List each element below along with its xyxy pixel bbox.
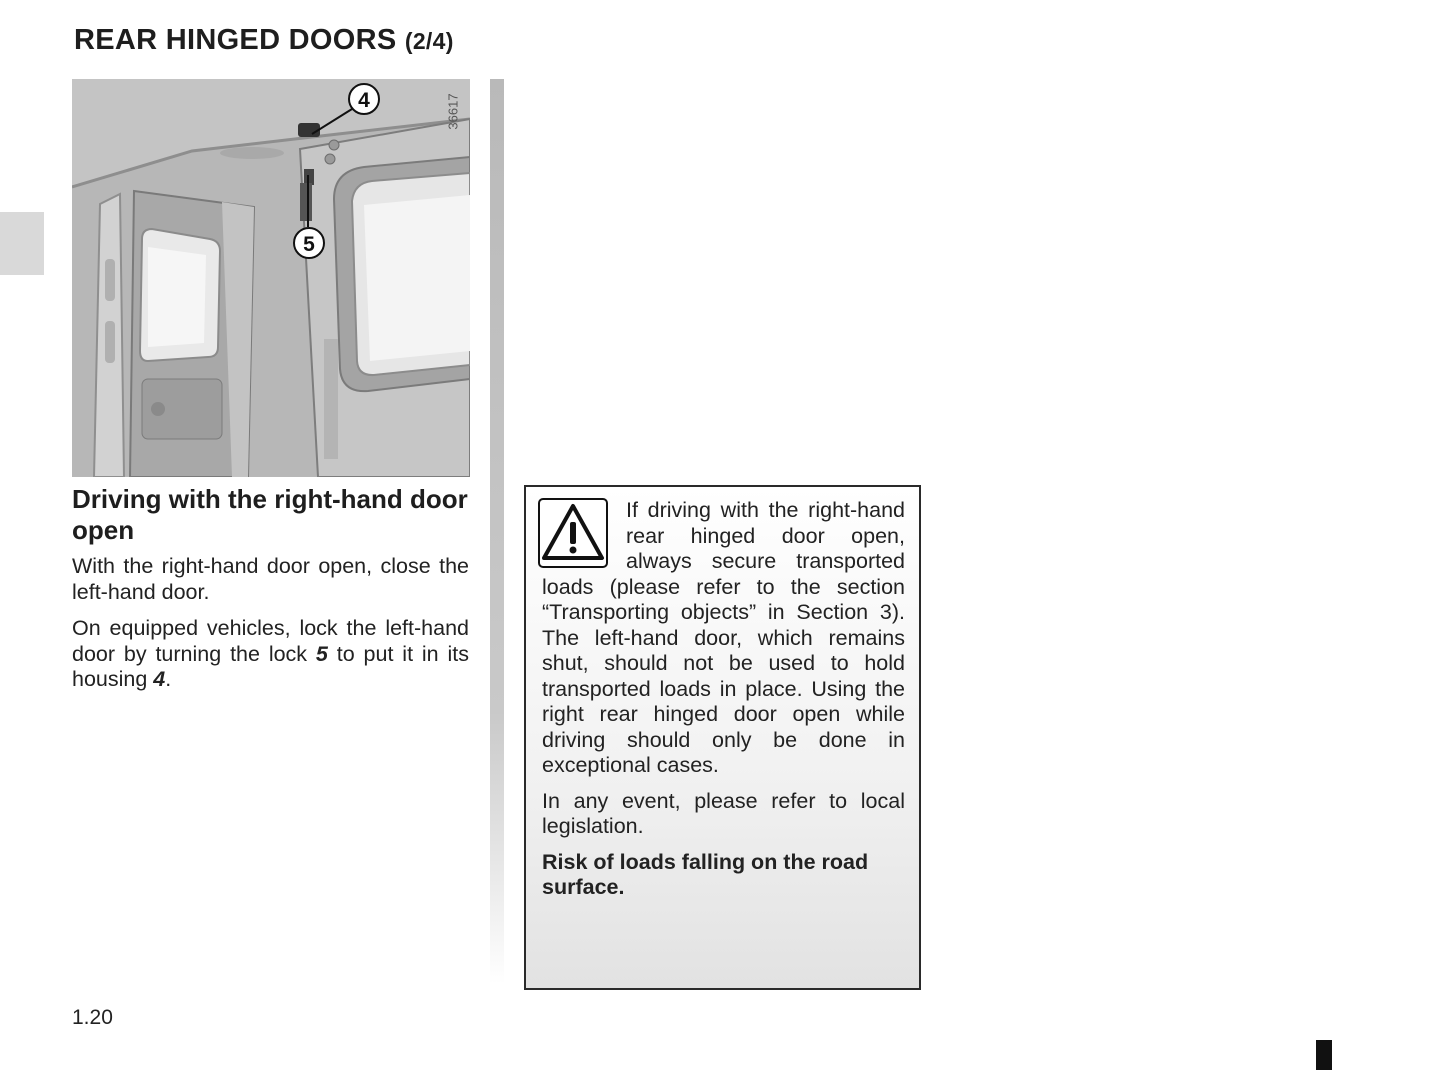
housing-reference: 4: [153, 667, 166, 691]
callout-4-label: 4: [358, 89, 370, 112]
warning-paragraph-1: If driving with the right-hand rear hinged door open, always secure transported loads (please refer to the section “Transporting objects” in Section 3). The left-hand door, which remains shut, should not be used to hold transported loads in place. Using the right rear hinged door open while driving should only be done in exceptional cases.: [542, 498, 905, 777]
illustration-code-text: 36617: [445, 92, 461, 130]
column-divider: [490, 79, 504, 984]
rear-doors-illustration: [72, 79, 470, 477]
paragraph-lock-text-1: On equipped vehicles, lock the left-hand door by turning the lock: [72, 616, 469, 666]
illustration-code: [440, 88, 466, 134]
warning-box: [524, 485, 921, 990]
lock-reference: 5: [315, 641, 328, 666]
warning-text: [542, 498, 905, 901]
page-title-text: REAR HINGED DOORS: [74, 24, 397, 56]
paragraph-lock-text-2: to put it in its housing: [72, 641, 470, 691]
page-title-part: (2/4): [404, 28, 454, 54]
section-heading: Driving with the right-hand door open: [72, 484, 468, 545]
warning-paragraph-2: In any event, please refer to local legislation.: [542, 788, 905, 838]
callout-5-label: 5: [303, 233, 315, 256]
end-of-section-mark: [1316, 1040, 1332, 1070]
page-number: 1.20: [72, 1006, 113, 1029]
paragraph-close-left-door: With the right-hand door open, close the left-hand door.: [72, 554, 469, 604]
rear-doors-drawing: [72, 79, 470, 477]
paragraph-lock-text-3: .: [165, 667, 172, 691]
section-side-tab: [0, 212, 44, 275]
page-title: [74, 24, 454, 57]
warning-paragraph-3: Risk of loads falling on the road surface.: [542, 849, 869, 899]
paragraph-lock-left-door: [72, 616, 469, 693]
